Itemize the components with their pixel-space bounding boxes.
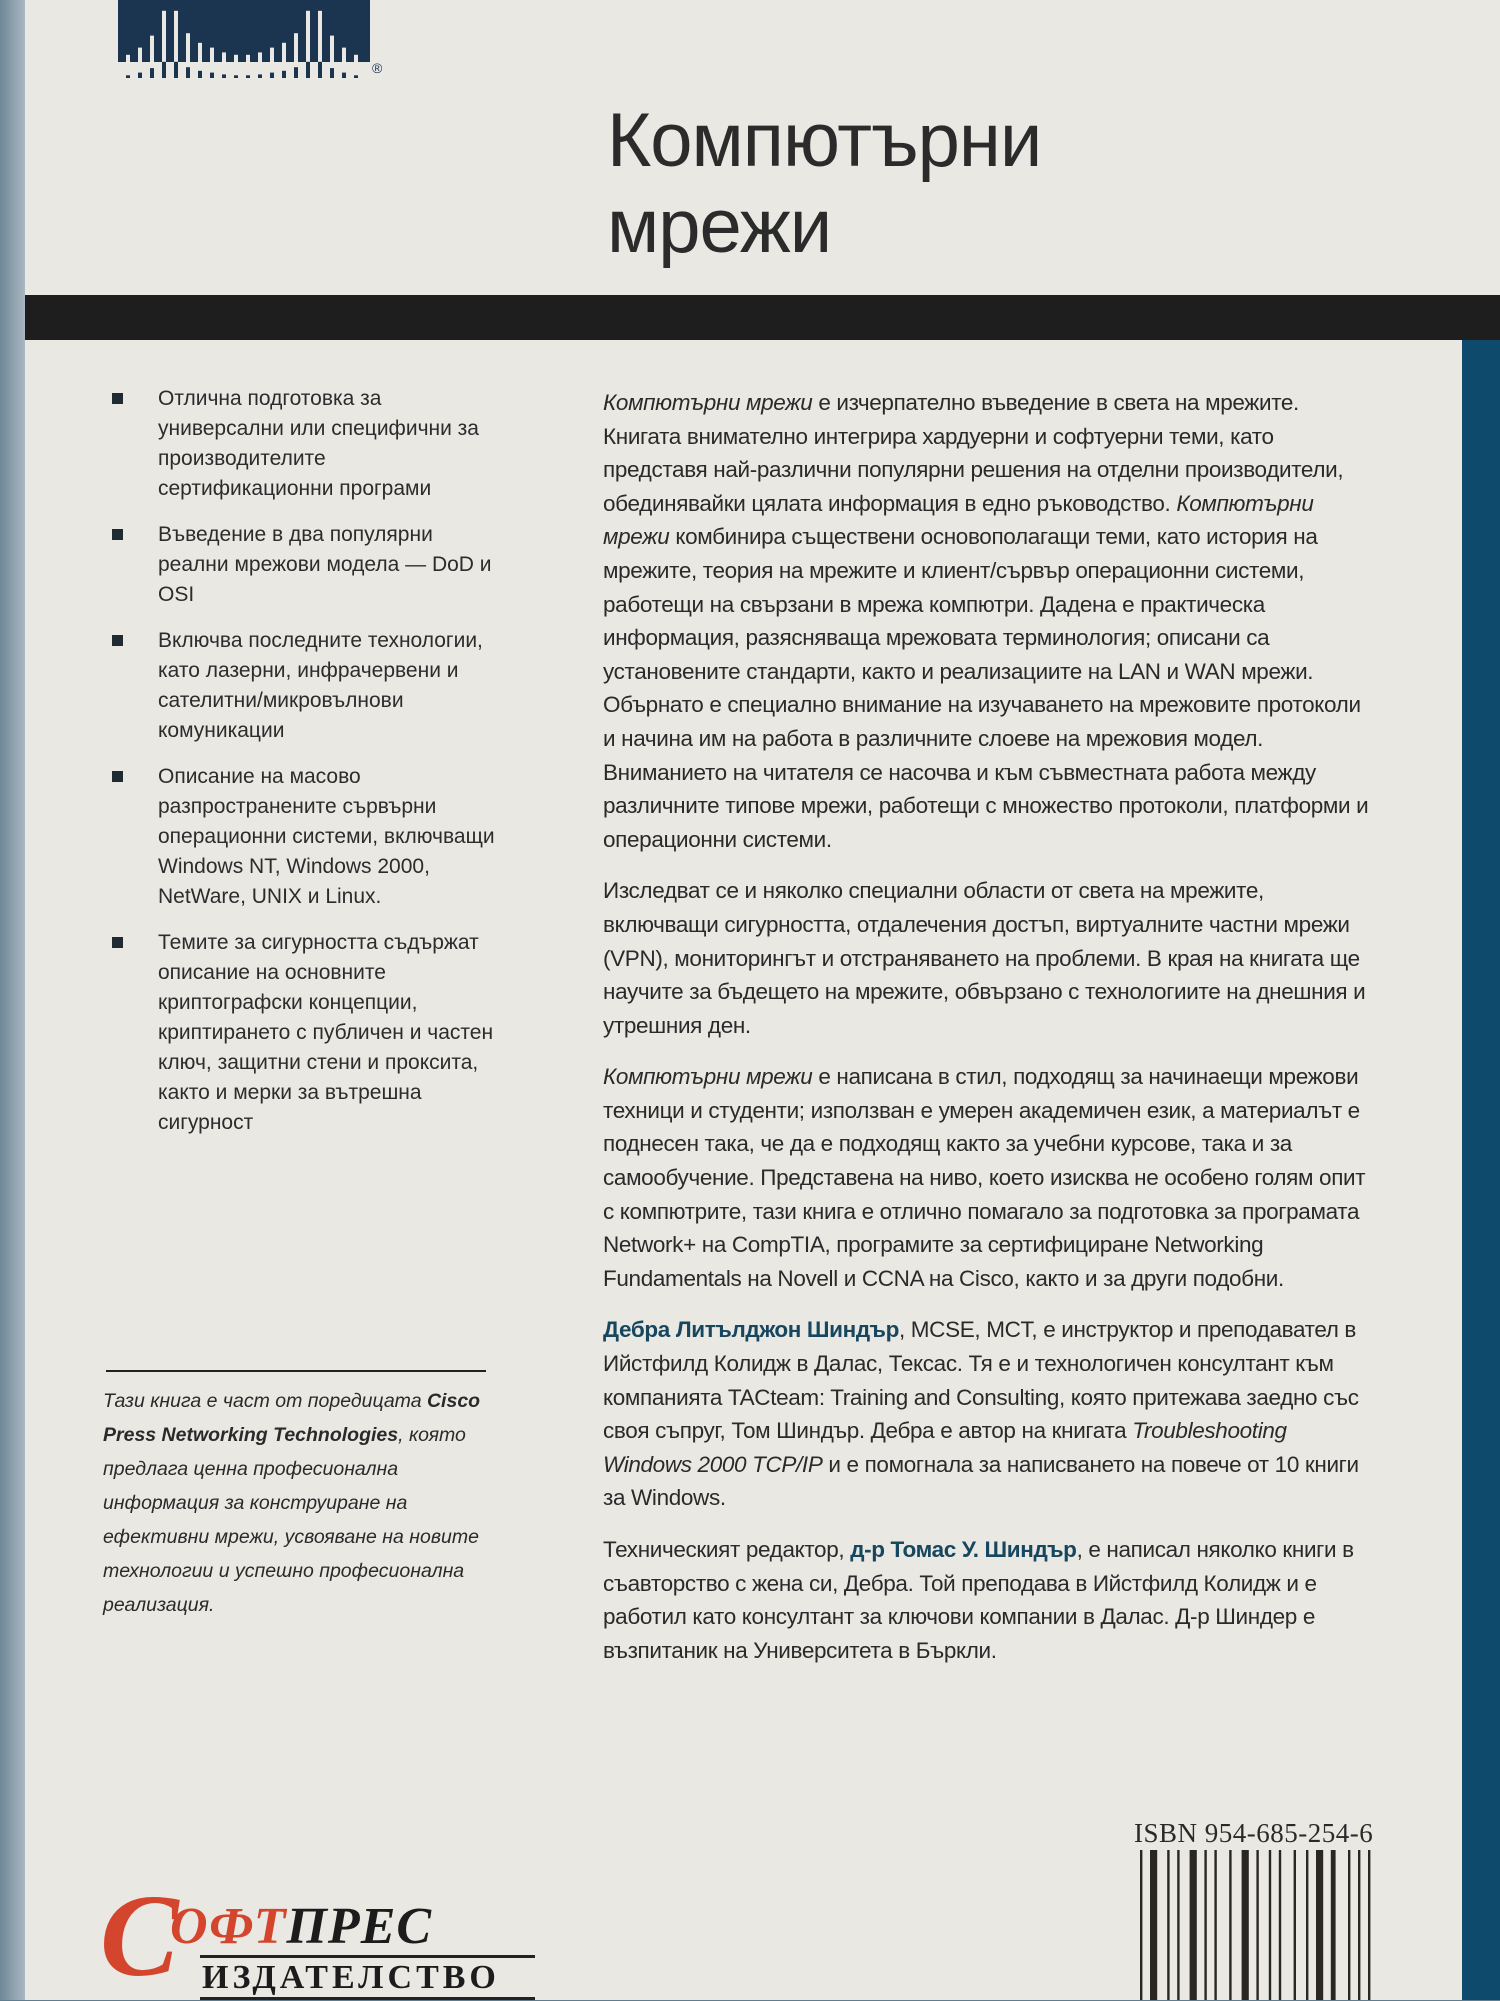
logo-bar [126,55,130,78]
book-title-italic: Компютърни мрежи [603,490,1314,550]
list-item [108,626,498,746]
paragraph-text: е изчерпателно въведение в света на мрежите. Книгата внимателно интегрира хардуерни и софтуерни теми, като представя най-различни популярни решения на отделни производители, обединявайки цялата информация в едно ръководство. [603,390,1344,516]
barcode-bar [1294,1850,1296,2000]
logo-bar [138,73,142,78]
logo-bar [294,67,298,78]
publisher-subtitle: ИЗДАТЕЛСТВО [202,1959,500,1996]
black-band [25,295,1500,340]
barcode-bar [1140,1850,1142,2000]
logo-bar [234,75,238,78]
paragraph-editor [603,1533,1378,1667]
bullet-square-icon [112,635,123,646]
logo-bar [354,55,358,78]
list-item-text: Въведение в два популярни реални мрежови модела — DoD и OSI [158,523,492,606]
series-note [103,1384,498,1622]
logo-bar [174,62,178,78]
barcode-bar [1256,1850,1258,2000]
note-text: , която предлага ценна професионална информация за конструиране на ефективни мрежи, усвояване на новите технологии и успешно професионална реализация. [103,1424,479,1616]
publisher-pres: ПРЕС [286,1898,433,1955]
logo-bar [150,68,154,78]
logo-bar [126,75,130,78]
book-title [607,98,1041,270]
isbn: ISBN 954-685-254-6 [1134,1818,1374,1848]
feature-list [108,384,498,1154]
logo-bar [222,74,226,78]
logo-bar [246,55,250,78]
barcode-bar [1242,1850,1249,2000]
logo-bar [258,74,262,78]
barcode-bar [1316,1850,1323,2000]
description [603,386,1378,1685]
logo-bar [210,73,214,78]
paragraph-topics: Изследват се и няколко специални области от света на мрежите, включващи сигурността, отдалечения достъп, виртуалните частни мрежи (VPN), мониторингът и отстраняването на проблеми. В края на книгата ще научите за бъдещето на мрежите, обвързано с технологиите на днешния и утрешния ден. [603,878,1366,1038]
list-item [108,928,498,1138]
book-title-italic: Компютърни мрежи [603,1064,813,1090]
author-book-title: Troubleshooting Windows 2000 TCP/IP [603,1418,1287,1477]
book-title-italic: Компютърни мрежи [603,390,813,415]
logo-bar [330,68,334,78]
registered-mark: ® [372,60,383,76]
logo-bar [186,67,190,78]
list-item [108,762,498,912]
barcode-bar [1167,1850,1169,2000]
logo-bar [234,55,238,78]
barcode-bar [1331,1850,1336,2000]
publisher-soft: ОФТ [170,1898,287,1955]
paragraph-author [603,1313,1378,1515]
logo-bar [342,73,346,78]
paragraph-audience [603,1060,1378,1295]
barcode-bar [1306,1850,1308,2000]
barcode-bar [1190,1850,1197,2000]
logo-bar [306,62,310,78]
paragraph-text: Техническият редактор, [603,1537,851,1562]
list-item [108,384,498,504]
barcode-bar [1358,1850,1360,2000]
logo-bar [222,52,226,78]
list-item-text: Описание на масово разпространените сървърни операционни системи, включващи Windows NT, Windows 2000, NetWare, UNIX и Linux. [158,765,495,908]
publisher-logo-c: С [100,1870,179,2001]
barcode-bar [1204,1850,1206,2000]
bullet-square-icon [112,937,123,948]
barcode-bar [1348,1850,1350,2000]
author-name: Дебра Литълджон Шиндър [603,1317,899,1343]
paragraph-text: и е помогнала за написването на повече от 10 книги за Windows. [603,1451,1359,1511]
barcode-bar [1177,1850,1179,2000]
logo-bar [198,71,202,78]
cisco-logo [118,0,370,78]
bullet-square-icon [112,771,123,782]
logo-bar [258,52,262,78]
series-name: Cisco Press Networking Technologies [103,1390,481,1446]
paragraph-intro [603,386,1378,856]
logo-bar [282,71,286,78]
title-line-2: мрежи [607,184,832,269]
note-text: Тази книга е част от поредицата [103,1390,427,1412]
paragraph-text: е написана в стил, подходящ за начинаещи мрежови техници и студенти; използван е умерен академичен език, а материалът е поднесен така, че да е подходящ както за учебни курсове, така и за самообучение. Представена на ниво, което изисква не особено голям опит с компютрите, тази книга е отлично помагало за подготовка за програмата Network+ на CompTIA, програмите за сертифициране Networking Fundamentals на Novell и CCNA на Cisco, както и за други подобни. [603,1064,1366,1291]
publisher-rule [200,1955,535,1958]
bullet-square-icon [112,393,123,404]
logo-bar [270,73,274,78]
divider [106,1370,486,1372]
logo-bar [354,75,358,78]
logo-bar [246,75,250,78]
blue-edge-strip [1462,340,1500,2000]
barcode-bar [1269,1850,1271,2000]
title-line-1: Компютърни [607,98,1042,183]
list-item-text: Отлична подготовка за универсални или специфични за производителите сертификационни програми [158,387,479,500]
publisher-logo [100,1870,530,2001]
paragraph-text: , е написал няколко книги в съавторство с жена си, Дебра. Той преподава в Ийстфилд Колидж и е работил като консултант за ключови компании в Далас. Д-р Шиндер е възпитаник на Университета в Бъркли. [603,1537,1354,1663]
barcode-bar [1214,1850,1216,2000]
list-item-text: Темите за сигурността съдържат описание на основните криптографски концепции, криптирането с публичен и частен ключ, защитни стени и проксита, както и мерки за вътрешна сигурност [158,931,494,1134]
bullet-square-icon [112,529,123,540]
list-item-text: Включва последните технологии, като лазерни, инфрачервени и сателитни/микровълнови комуникации [158,629,483,742]
barcode-bar [1368,1850,1370,2000]
paragraph-text: , MCSE, MCT, е инструктор и преподавател в Ийстфилд Колидж в Далас, Тексас. Тя е и технологичен консултант към компанията TACteam: Training and Consulting, която притежава заедно със своя съпруг, Том Шиндър. Дебра е автор на книгата [603,1317,1359,1444]
paragraph-text: комбинира съществени основополагащи теми, като история на мрежите, теория на мрежите и клиент/сървър операционни системи, работещи на свързани в мрежа компютри. Дадена е практическа информация, разясняваща мрежовата терминология; описани са установените стандарти, както и реализациите на LAN и WAN мрежи. Обърнато е специално внимание на изучаването на мрежовите протоколи и начина им на работа в различните слоеве на мрежовия модел. Вниманието на читателя се насочва и към съвместната работа между различните типове мрежи, работещи с множество протоколи, платформи и операционни системи. [603,524,1369,852]
logo-bar [318,62,322,78]
barcode-bar [1229,1850,1231,2000]
list-item [108,520,498,610]
publisher-logo-name [170,1897,432,1956]
logo-bar [162,62,166,78]
editor-name: д-р Томас У. Шиндър [850,1537,1077,1562]
barcode-bar [1150,1850,1157,2000]
adjacent-book-spine [0,0,25,2000]
barcode [1138,1850,1388,2000]
barcode-bar [1279,1850,1281,2000]
